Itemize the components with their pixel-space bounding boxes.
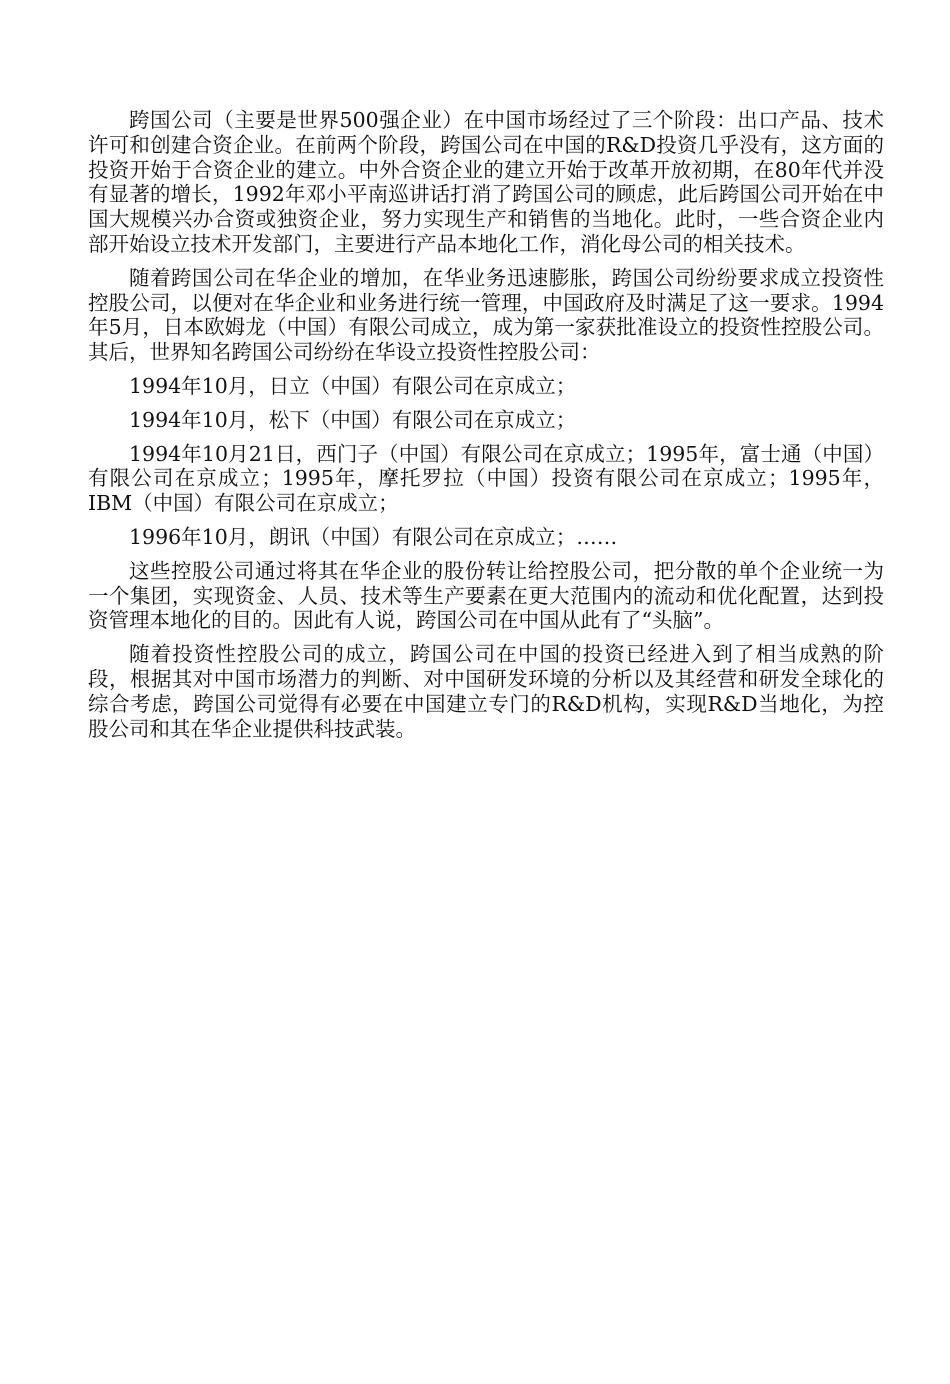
paragraph-holding-companies: 随着跨国公司在华企业的增加，在华业务迅速膨胀，跨国公司纷纷要求成立投资性控股公司，以便对在华企业和业务进行统一管理，中国政府及时满足了这一要求。1994年5月，日本欧姆龙（中国）有限公司成立，成为第一家获批准设立的投资性控股公司。其后，世界知名跨国公司纷纷在华设立投资性控股公司： (88, 265, 884, 365)
paragraph-three-stages: 跨国公司（主要是世界500强企业）在中国市场经过了三个阶段：出口产品、技术许可和创建合资企业。在前两个阶段，跨国公司在中国的R&D投资几乎没有，这方面的投资开始于合资企业的建立。中外合资企业的建立开始于改革开放初期，在80年代并没有显著的增长，1992年邓小平南巡讲话打消了跨国公司的顾虑，此后跨国公司开始在中国大规模兴办合资或独资企业，努力实现生产和销售的当地化。此时，一些合资企业内部开始设立技术开发部门，主要进行产品本地化工作，消化母公司的相关技术。 (88, 108, 884, 256)
paragraph-rd-localization: 随着投资性控股公司的成立，跨国公司在中国的投资已经进入到了相当成熟的阶段，根据其对中国市场潜力的判断、对中国研发环境的分析以及其经营和研发全球化的综合考虑，跨国公司觉得有必要在中国建立专门的R&D机构，实现R&D当地化，为控股公司和其在华企业提供科技武装。 (88, 642, 884, 741)
entry-lucent: 1996年10月，朗讯（中国）有限公司在京成立；…… (129, 524, 618, 549)
entry-hitachi: 1994年10月，日立（中国）有限公司在京成立； (129, 373, 577, 398)
entry-siemens-fujitsu-motorola-ibm: 1994年10月21日，西门子（中国）有限公司在京成立；1995年，富士通（中国）有限公司在京成立；1995年，摩托罗拉（中国）投资有限公司在京成立；1995年，IBM（中国）有限公司在京成立； (88, 441, 884, 516)
entry-panasonic: 1994年10月，松下（中国）有限公司在京成立； (129, 407, 577, 432)
paragraph-share-transfer: 这些控股公司通过将其在华企业的股份转让给控股公司，把分散的单个企业统一为一个集团，实现资金、人员、技术等生产要素在更大范围内的流动和优化配置，达到投资管理本地化的目的。因此有人说，跨国公司在中国从此有了“头脑”。 (88, 558, 884, 633)
document-body (88, 108, 884, 750)
